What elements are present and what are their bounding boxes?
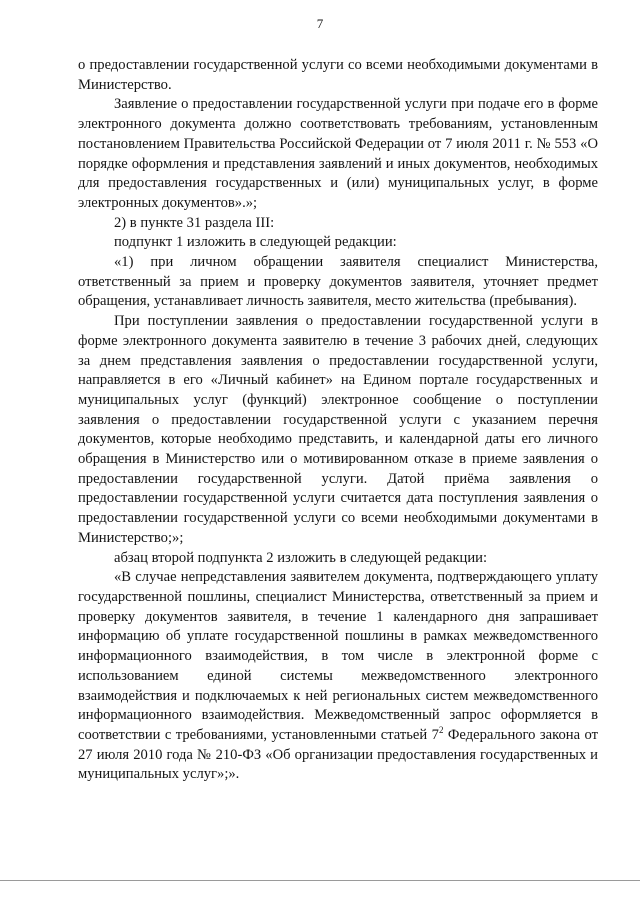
paragraph-8 bbox=[78, 568, 598, 785]
paragraph-4: подпункт 1 изложить в следующей редакции: bbox=[114, 234, 397, 251]
paragraph-8-text-end: Федерального закона от 27 июля 2010 года № 210-ФЗ «Об организации предоставления государственных и муниципальных услуг»;». bbox=[78, 726, 598, 783]
paragraph-7: абзац второй подпункта 2 изложить в следующей редакции: bbox=[114, 549, 488, 566]
superscript-marker: 2 bbox=[438, 724, 444, 735]
document-body bbox=[78, 56, 598, 785]
paragraph-5: «1) при личном обращении заявителя специалист Министерства, ответственный за прием и проверку документов заявителя, уточняет предмет обращения, устанавливает личность заявителя, место жительства (пребывания). bbox=[78, 254, 598, 310]
paragraph-6: При поступлении заявления о предоставлении государственной услуги в форме электронного документа заявителю в течение 3 рабочих дней, следующих за днем представления заявления о предоставлении государственной услуги, направляется в его «Личный кабинет» на Едином портале государственных и муниципальных услуг (функций) электронное сообщение о поступлении заявления о предоставлении государственной услуги с указанием перечня документов, которые необходимо представить, и календарной даты его личного обращения в Министерство или о мотивированном отказе в приеме заявления о предоставлении государственной услуги. Датой приёма заявления о предоставлении государственной услуги считается дата поступления заявления о предоставлении государственной услуги со всеми необходимыми документами в Министерство;»; bbox=[78, 313, 598, 546]
paragraph-8-text-start: «В случае непредставления заявителем документа, подтверждающего уплату государственной пошлины, специалист Министерства, ответственный за прием и проверку документов заявителя, в течение 1 календарного дня запрашивает информацию об уплате государственной пошлины в рамках межведомственного информационного взаимодействия, в том числе в электронной форме с использованием единой системы межведомственного электронного взаимодействия и подключаемых к ней региональных систем межведомственного информационного взаимодействия. Межведомственный запрос оформляется в соответствии с требованиями, установленными статьей 7 bbox=[78, 569, 598, 743]
scan-bottom-edge bbox=[0, 880, 640, 881]
paragraph-2: Заявление о предоставлении государственной услуги при подаче его в форме электронного документа должно соответствовать требованиям, установленным постановлением Правительства Российской Федерации от 7 июля 2011 г. № 553 «О порядке оформления и представления заявлений и иных документов, необходимых для предоставления государственных и (или) муниципальных услуг, в форме электронных документов».»; bbox=[78, 96, 598, 211]
paragraph-3: 2) в пункте 31 раздела III: bbox=[114, 214, 275, 231]
page-number: 7 bbox=[316, 16, 324, 31]
paragraph-1: о предоставлении государственной услуги со всеми необходимыми документами в Министерство. bbox=[78, 57, 598, 93]
